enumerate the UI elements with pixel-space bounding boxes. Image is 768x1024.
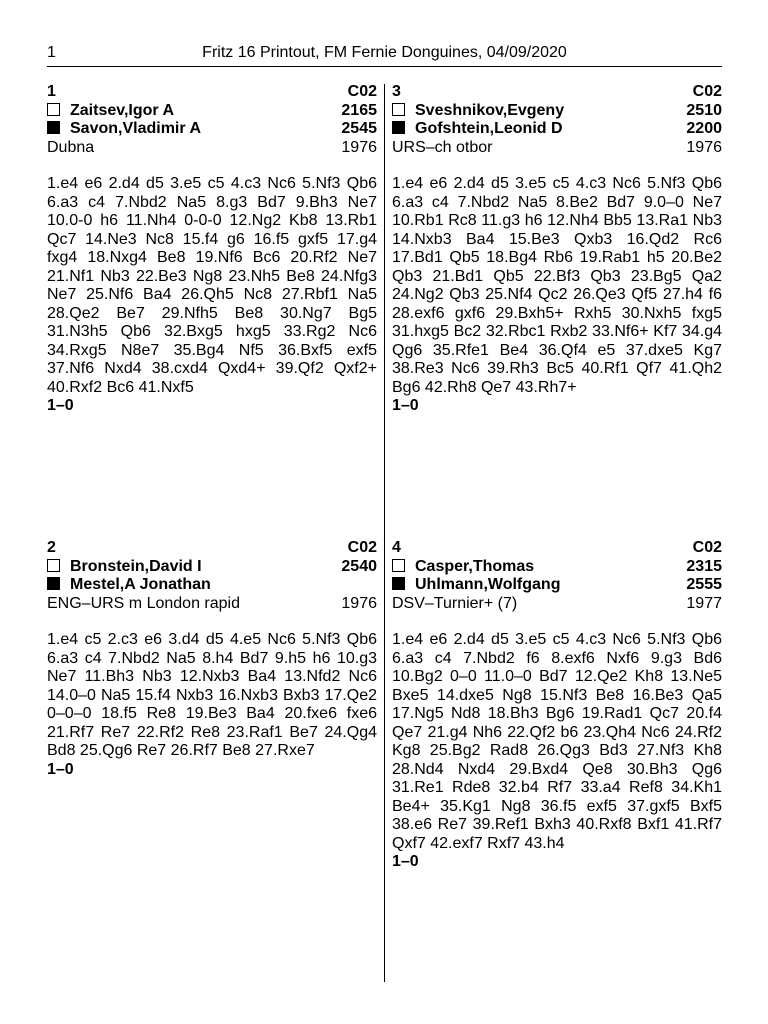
- eco-code: C02: [692, 539, 722, 556]
- black-player: Mestel,A Jonathan: [70, 576, 211, 593]
- black-elo: 2200: [686, 120, 722, 137]
- white-player: Sveshnikov,Evgeny: [415, 101, 565, 119]
- white-elo: 2315: [686, 557, 722, 575]
- game-result: 1–0: [392, 853, 419, 870]
- eco-code: C02: [347, 83, 377, 100]
- black-player: Gofshtein,Leonid D: [415, 120, 563, 137]
- game-result: 1–0: [392, 397, 419, 414]
- event: DSV–Turnier+ (7): [392, 594, 518, 612]
- white-player: Casper,Thomas: [415, 557, 535, 575]
- eco-code: C02: [692, 83, 722, 100]
- white-square-icon: [47, 559, 60, 572]
- eco-code: C02: [347, 539, 377, 556]
- black-square-icon: [392, 577, 405, 590]
- black-player: Uhlmann,Wolfgang: [415, 576, 561, 593]
- page-number: 1: [47, 44, 56, 61]
- game-result: 1–0: [47, 760, 74, 778]
- game-3: [392, 83, 722, 416]
- white-elo: 2540: [341, 557, 377, 575]
- event: ENG–URS m London rapid: [47, 594, 240, 612]
- black-elo: 2545: [341, 120, 377, 137]
- year: 1977: [686, 594, 722, 612]
- page-header: [47, 42, 722, 64]
- move-list: 1.e4 e6 2.d4 d5 3.e5 c5 4.c3 Nc6 5.Nf3 Qb6 6.a3 c4 7.Nbd2 f6 8.exf6 Nxf6 9.g3 Bd6 10.Bg2 0–0 11.0–0 Bd7 12.Qe2 Kh8 13.Ne5 Bxe5 14.dxe5 Ng8 15.Nf3 Be8 16.Be3 Qa5 17.Ng5 Nd8 18.Bh3 Bg6 19.Rad1 Qc7 20.f4 Qe7 21.g4 Nh6 22.Qf2 b6 23.Qh4 Nc6 24.Rf2 Kg8 25.Bg2 Rad8 26.Qg3 Bd3 27.Nf3 Kh8 28.Nd4 Nxd4 29.Bxd4 Qe8 30.Bh3 Qg6 31.Re1 Rde8 32.b4 Rf7 33.a4 Ref8 34.Kh1 Be4+ 35.Kg1 Ng8 36.f5 exf5 37.gxf5 Bxf5 38.e6 Re7 39.Ref1 Bxh3 40.Rxf8 Bxf1 41.Rf7 Qxf7 42.exf7 Rxf7 43.h4: [392, 631, 722, 852]
- move-list: 1.e4 e6 2.d4 d5 3.e5 c5 4.c3 Nc6 5.Nf3 Qb6 6.a3 c4 7.Nbd2 Na5 8.g3 Bd7 9.Bh3 Ne7 10.0-0 h6 11.Nh4 0-0-0 12.Ng2 Kb8 13.Rb1 Qc7 14.Ne3 Nc8 15.f4 g6 16.f5 gxf5 17.g4 fxg4 18.Nxg4 Be8 19.Nf6 Bc6 20.Rf2 Ne7 21.Nf1 Nb3 22.Be3 Ng8 23.Nh5 Be8 24.Nfg3 Ne7 25.Nf6 Ba4 26.Qh5 Nc8 27.Rbf1 Na5 28.Qe2 Be7 29.Nfh5 Be8 30.Ng7 Bg5 31.N3h5 Qb6 32.Bxg5 hxg5 33.Rg2 Nc6 34.Rxg5 N8e7 35.Bg4 Nf5 36.Bxf5 exf5 37.Nf6 Nxd4 38.cxd4 Qxd4+ 39.Qf2 Qxf2+ 40.Rxf2 Bc6 41.Nxf5: [47, 175, 377, 396]
- white-player: Zaitsev,Igor A: [70, 101, 175, 119]
- game-result: 1–0: [47, 397, 74, 414]
- event: URS–ch otbor: [392, 138, 493, 156]
- game-number: 1: [47, 83, 56, 100]
- game-number: 2: [47, 539, 56, 556]
- white-square-icon: [392, 103, 405, 116]
- move-list: 1.e4 e6 2.d4 d5 3.e5 c5 4.c3 Nc6 5.Nf3 Qb6 6.a3 c4 7.Nbd2 Na5 8.Be2 Bd7 9.0–0 Ne7 10.Rb1 Rc8 11.g3 h6 12.Nh4 Bb5 13.Ra1 Nb3 14.Nxb3 Ba4 15.Be3 Qxb3 16.Qd2 Rc6 17.Bd1 Qb5 18.Bg4 Rb6 19.Rab1 h5 20.Be2 Qb3 21.Bd1 Qb5 22.Bf3 Qb3 23.Bg5 Qa2 24.Ng2 Qb3 25.Nf4 Qc2 26.Qe3 Qf5 27.h4 f6 28.exf6 gxf6 29.Bxh5+ Rxh5 30.Nxh5 fxg5 31.hxg5 Bc2 32.Rbc1 Rxb2 33.Nf6+ Kf7 34.g4 Qg6 35.Rfe1 Be4 36.Qf4 e5 37.dxe5 Kg7 38.Re3 Nc6 39.Rh3 Bc5 40.Rf1 Qf7 41.Qh2 Bg6 42.Rh8 Qe7 43.Rh7+: [392, 175, 722, 396]
- black-square-icon: [47, 577, 60, 590]
- white-square-icon: [392, 559, 405, 572]
- black-square-icon: [392, 121, 405, 134]
- white-square-icon: [47, 103, 60, 116]
- white-elo: 2165: [341, 101, 377, 119]
- year: 1976: [341, 594, 377, 612]
- black-player: Savon,Vladimir A: [70, 120, 201, 137]
- year: 1976: [341, 138, 377, 156]
- black-square-icon: [47, 121, 60, 134]
- year: 1976: [686, 138, 722, 156]
- event: Dubna: [47, 138, 95, 156]
- column-divider: [384, 84, 385, 982]
- white-elo: 2510: [686, 101, 722, 119]
- game-2: [47, 539, 377, 779]
- page-title: Fritz 16 Printout, FM Fernie Donguines, 04/09/2020: [202, 44, 567, 61]
- game-number: 3: [392, 83, 401, 100]
- header-rule: [47, 66, 722, 67]
- move-list: 1.e4 c5 2.c3 e6 3.d4 d5 4.e5 Nc6 5.Nf3 Qb6 6.a3 c4 7.Nbd2 Na5 8.h4 Bd7 9.h5 h6 10.g3 Ne7 11.Bh3 Nb3 12.Nxb3 Ba4 13.Nfd2 Nc6 14.0–0 Na5 15.f4 Nxb3 16.Nxb3 Bxb3 17.Qe2 0–0–0 18.f5 Re8 19.Be3 Ba4 20.fxe6 fxe6 21.Rf7 Re7 22.Rf2 Re8 23.Raf1 Be7 24.Qg4 Bd8 25.Qg6 Re7 26.Rf7 Be8 27.Rxe7: [47, 631, 377, 759]
- game-1: [47, 83, 377, 416]
- game-4: [392, 539, 722, 872]
- game-number: 4: [392, 539, 401, 556]
- black-elo: 2555: [686, 576, 722, 593]
- white-player: Bronstein,David I: [70, 557, 202, 575]
